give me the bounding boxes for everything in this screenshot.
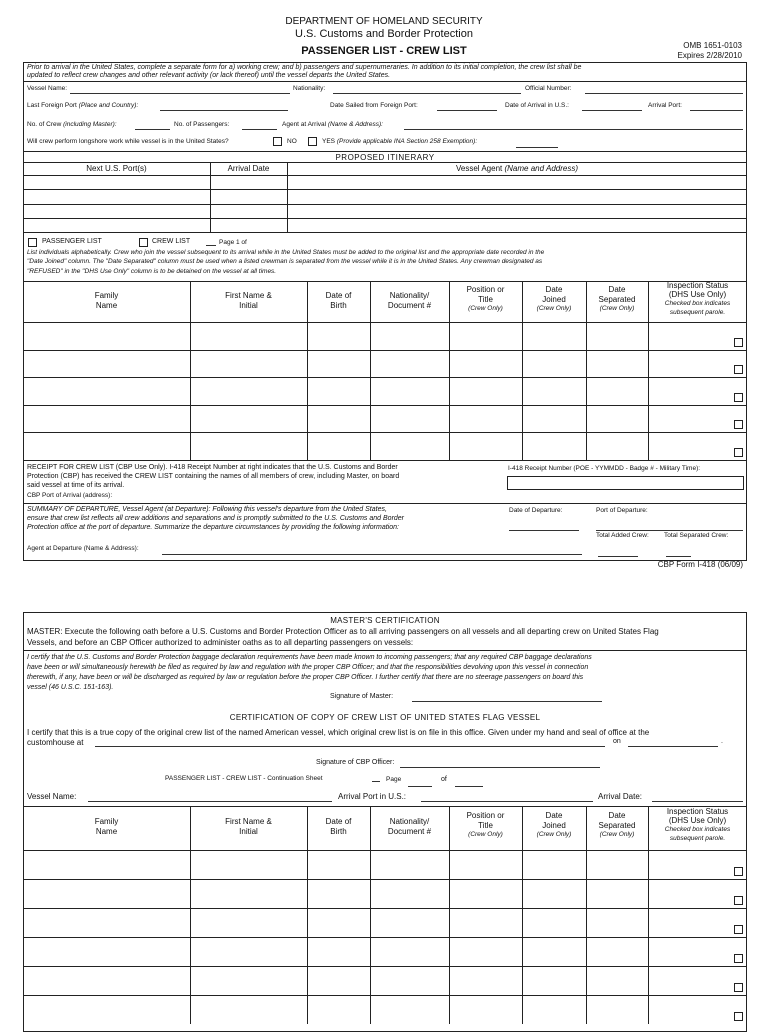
crew-count-field[interactable] (135, 129, 170, 130)
arrival-port-label: Arrival Port: (648, 102, 682, 109)
crew-count-label: No. of Crew (including Master): (27, 121, 117, 128)
receipt-line-1: RECEIPT FOR CREW LIST (CBP Use Only). I-418 Receipt Number at right indicates that the U.S. Customs and Border (27, 464, 398, 471)
official-number-label: Official Number: (525, 85, 572, 92)
nationality-field[interactable] (333, 93, 521, 94)
cont-inspection-status-header: Inspection Status (DHS Use Only) Checked box indicates subsequent parole. (664, 807, 731, 842)
cont-vessel-label: Vessel Name: (27, 792, 77, 801)
inspection-checkbox[interactable] (734, 420, 743, 429)
cont-family-name-header: Family Name (94, 817, 119, 836)
cont-date-separated-header: Date Separated (Crew Only) (598, 811, 636, 838)
continuation-page-label: Page (386, 776, 402, 783)
master-cert-title: MASTER'S CERTIFICATION (330, 616, 440, 625)
continuation-page-field[interactable] (408, 786, 432, 787)
receipt-port-label: CBP Port of Arrival (address): (27, 492, 113, 499)
cont-first-name-header: First Name & Initial (225, 817, 272, 836)
date-separated-header: Date Separated (Crew Only) (598, 285, 636, 312)
inspection-checkbox[interactable] (734, 896, 743, 905)
arrival-port-field[interactable] (690, 110, 743, 111)
departure-date-label: Date of Departure: (509, 507, 563, 514)
inspection-checkbox[interactable] (734, 983, 743, 992)
certification-date-field[interactable] (628, 746, 718, 747)
vessel-name-field[interactable] (70, 93, 290, 94)
cont-date-label: Arrival Date: (598, 792, 643, 801)
longshore-yes-checkbox[interactable] (308, 137, 317, 146)
longshore-no-checkbox[interactable] (273, 137, 282, 146)
inspection-checkbox[interactable] (734, 867, 743, 876)
added-crew-field[interactable] (598, 556, 638, 557)
passenger-count-field[interactable] (242, 129, 277, 130)
passenger-list-checkbox[interactable] (28, 238, 37, 247)
date-joined-header: Date Joined (Crew Only) (536, 285, 572, 312)
nationality-label: Nationality: (293, 85, 326, 92)
copy-cert-title: CERTIFICATION OF COPY OF CREW LIST OF UNITED STATES FLAG VESSEL (229, 713, 541, 722)
longshore-no-label: NO (287, 138, 297, 145)
master-line-1: MASTER: Execute the following oath before a U.S. Customs and Border Protection Officer as to all arriving passengers on all vessels and all departing crew on United States Flag (27, 627, 659, 636)
receipt-number-field[interactable] (507, 476, 744, 490)
date-arrival-field[interactable] (582, 110, 642, 111)
date-sailed-label: Date Sailed from Foreign Port: (330, 102, 418, 109)
copy-cert-line-2: customhouse at (27, 738, 84, 747)
expiration-date: Expires 2/28/2010 (677, 51, 742, 60)
last-port-field[interactable] (160, 110, 288, 111)
cont-date-field[interactable] (652, 801, 743, 802)
agent-arrival-field[interactable] (404, 129, 743, 130)
agency-title: U.S. Customs and Border Protection (295, 28, 473, 40)
departure-line-2: ensure that crew list reflects all crew additions and separations and is promptly submitted to the U.S. Customs and Border (27, 515, 405, 522)
agent-arrival-label: Agent at Arrival (Name & Address): (282, 121, 383, 128)
officer-signature-field[interactable] (400, 767, 600, 768)
date-arrival-label: Date of Arrival in U.S.: (505, 102, 569, 109)
oath-line-2: have been or will simultaneously herewith be filed as required by law and regulation with the proper CBP Officer; and that the responsibilities devolving upon this vessel in connection (27, 664, 589, 671)
instructions-line-3: "REFUSED" in the "DHS Use Only" column is to be detained on the vessel at all times. (27, 268, 277, 275)
master-line-2: Vessels, and before an CBP Officer authorized to administer oaths as to all departing passengers on vessels: (27, 638, 414, 647)
omb-number: OMB 1651-0103 (683, 41, 742, 50)
family-name-header: Family Name (94, 291, 119, 310)
nationality-header: Nationality/ Document # (387, 291, 432, 310)
agent-departure-label: Agent at Departure (Name & Address): (27, 545, 139, 552)
cont-position-header: Position or Title (Crew Only) (466, 811, 505, 838)
inspection-checkbox[interactable] (734, 338, 743, 347)
receipt-number-label: I-418 Receipt Number (POE - YYMMDD - Badge # - Military Time): (508, 465, 701, 472)
master-signature-field[interactable] (412, 701, 602, 702)
dob-header: Date of Birth (325, 291, 352, 310)
cont-nationality-header: Nationality/ Document # (387, 817, 432, 836)
longshore-question: Will crew perform longshore work while vessel is in the United States? (27, 138, 229, 145)
added-crew-label: Total Added Crew: (596, 532, 649, 539)
on-label: on (613, 738, 621, 745)
passenger-list-label: PASSENGER LIST (42, 238, 102, 245)
vessel-name-label: Vessel Name: (27, 85, 68, 92)
cont-dob-header: Date of Birth (325, 817, 352, 836)
longshore-yes-label: YES (Provide applicable INA Section 258 Exemption): (322, 138, 478, 145)
department-title: DEPARTMENT OF HOMELAND SECURITY (285, 16, 483, 27)
oath-line-1: I certify that the U.S. Customs and Border Protection baggage declaration requirements have been made known to incoming passengers; that any required CBP baggage declarations (27, 654, 592, 661)
copy-cert-line-1: I certify that this is a true copy of the original crew list of the named American vessel, which original crew list is on file in this office. Given under my hand and seal of office at the (27, 728, 650, 737)
departure-port-label: Port of Departure: (596, 507, 648, 514)
cont-port-field[interactable] (421, 801, 593, 802)
instructions-line-1: List individuals alphabetically. Crew who join the vessel subsequent to its arrival while in the United States must be added to the original list and the appropriate date recorded in the (27, 249, 545, 256)
instructions-line-2: "Date Joined" column. The "Date Separated" column must be used when a listed crewman is separated from the vessel while it is in the United States. Any crewman designated as (27, 258, 543, 265)
master-signature-label: Signature of Master: (330, 693, 394, 700)
crew-list-label: CREW LIST (152, 238, 191, 245)
inspection-status-header: Inspection Status (DHS Use Only) Checked box indicates subsequent parole. (664, 281, 731, 316)
inspection-checkbox[interactable] (734, 365, 743, 374)
official-number-field[interactable] (585, 93, 743, 94)
continuation-total-field[interactable] (455, 786, 483, 787)
agent-departure-field[interactable] (162, 554, 582, 555)
crew-list-checkbox[interactable] (139, 238, 148, 247)
cont-vessel-field[interactable] (88, 801, 332, 802)
departure-date-field[interactable] (509, 530, 579, 531)
date-sailed-field[interactable] (437, 110, 497, 111)
separated-crew-field[interactable] (666, 556, 691, 557)
oath-line-4: vessel (46 U.S.C. 151-163). (27, 684, 114, 691)
form-title: PASSENGER LIST - CREW LIST (301, 45, 467, 57)
intro-line-2: updated to reflect crew changes and other relevant activity (or lack thereof) until the vessel departs the United States. (27, 72, 391, 79)
receipt-line-3: said vessel at time of its arrival. (27, 482, 125, 489)
inspection-checkbox[interactable] (734, 448, 743, 457)
passenger-count-label: No. of Passengers: (174, 121, 230, 128)
separated-crew-label: Total Separated Crew: (664, 532, 729, 539)
continuation-title: PASSENGER LIST - CREW LIST - Continuation Sheet (165, 775, 323, 782)
position-header: Position or Title (Crew Only) (466, 285, 505, 312)
officer-signature-label: Signature of CBP Officer: (316, 759, 395, 766)
intro-line-1: Prior to arrival in the United States, complete a separate form for a) working crew; and b) passengers and supernumeraries. In addition to its initial completion, the crew list shall be (27, 64, 582, 71)
first-name-header: First Name & Initial (225, 291, 272, 310)
itinerary-ports-header: Next U.S. Port(s) (86, 164, 147, 173)
inspection-checkbox[interactable] (734, 925, 743, 934)
departure-line-3: Protection office at the port of departure. Summarize the departure circumstances by providing the following information: (27, 524, 399, 531)
page-number-label: Page 1 of (219, 239, 247, 246)
itinerary-agent-header: Vessel Agent (Name and Address) (455, 164, 578, 173)
inspection-checkbox[interactable] (734, 393, 743, 402)
inspection-checkbox[interactable] (734, 954, 743, 963)
ina-exemption-field[interactable] (516, 147, 558, 148)
cont-port-label: Arrival Port in U.S.: (338, 792, 407, 801)
itinerary-date-header: Arrival Date (227, 164, 270, 173)
receipt-line-2: Protection (CBP) has received the CREW LIST containing the names of all members of crew, including Master, on board (27, 473, 400, 480)
form-identifier: CBP Form I-418 (06/09) (657, 560, 743, 569)
departure-line-1: SUMMARY OF DEPARTURE, Vessel Agent (at Departure): Following this vessel's departure from the United States, (27, 506, 387, 513)
last-port-label: Last Foreign Port (Place and Country): (27, 102, 139, 109)
cont-date-joined-header: Date Joined (Crew Only) (536, 811, 572, 838)
oath-line-3: therewith, if any, have been or will be discharged as required by law or regulation before the proper CBP Officer. I further certify that there are no steerage passengers on board this (27, 674, 584, 681)
customhouse-field[interactable] (95, 746, 605, 747)
departure-port-field[interactable] (596, 530, 743, 531)
inspection-checkbox[interactable] (734, 1012, 743, 1021)
continuation-of-label: of (441, 776, 447, 783)
itinerary-title: PROPOSED ITINERARY (335, 153, 435, 162)
